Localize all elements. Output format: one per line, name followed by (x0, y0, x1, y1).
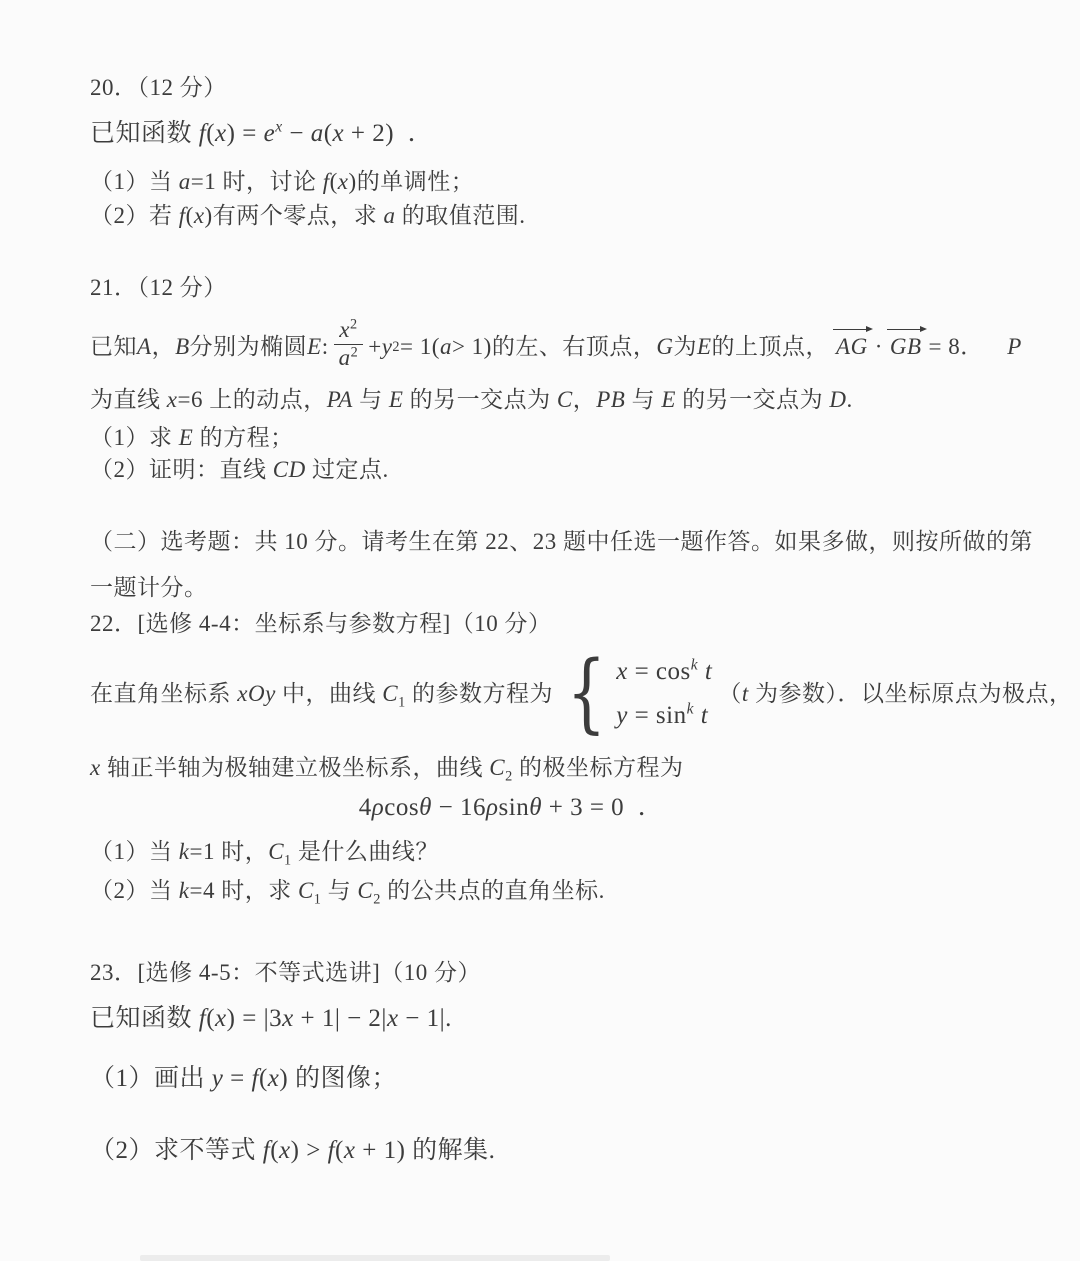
question-22 (90, 608, 1073, 908)
question-21 (90, 272, 1022, 486)
q20-part-2: （2）若 f(x)有两个零点，求 a 的取值范围. (90, 203, 526, 228)
scan-edge-artifact (140, 1255, 610, 1261)
q22-pre-text: 在直角坐标系 xOy 中，曲线 $C_1$ 的参数方程为 (90, 681, 553, 711)
q21-statement-line-2: 为直线 x=6 上的动点，PA 与 E 的另一交点为 C，PB 与 E 的另一交点为 D. (90, 387, 853, 412)
notice-line-1: （二）选考题：共 10 分。请考生在第 22、23 题中任选一题作答。如果多做，则按所做的第 (90, 529, 1033, 554)
q23-part-1: （1）画出 y = f(x) 的图像； (90, 1065, 397, 1092)
q21-part-1: （1）求 E 的方程； (90, 425, 294, 450)
question-22-header: 22．[选修 4-4：坐标系与参数方程]（10 分） (90, 611, 552, 636)
section-two-notice (90, 526, 1033, 604)
question-23-header: 23．[选修 4-5：不等式选讲]（10 分） (90, 960, 481, 985)
question-20 (90, 72, 992, 232)
q22-post-text: （t 为参数）．以坐标原点为极点， (718, 681, 1073, 706)
left-brace-glyph: { (566, 643, 607, 744)
parametric-row-y: $y = \sin^k t$ (616, 700, 709, 729)
notice-line-2: 一题计分。 (90, 575, 208, 600)
question-21-header: 21．（12 分） (90, 275, 227, 300)
exam-content (0, 72, 1080, 1167)
q23-part-2: （2）求不等式 f(x) > f(x + 1) 的解集. (90, 1137, 496, 1164)
q23-given-function: 已知函数 f(x) = |3x + 1| − 2|x − 1|. (90, 1005, 452, 1032)
q22-parametric-line (90, 643, 1073, 744)
q22-part-1: （1）当 k=1 时，$C_1$ 是什么曲线？ (90, 839, 439, 869)
question-20-header: 20．（12 分） (90, 75, 227, 100)
q22-polar-setup-line: x 轴正半轴为极轴建立极坐标系，曲线 $C_2$ 的极坐标方程为 (90, 755, 684, 785)
parametric-equation-system (559, 643, 713, 744)
q22-part-2: （2）当 k=4 时，求 $C_1$ 与 $C_2$ 的公共点的直角坐标. (90, 878, 605, 908)
q21-part-2: （2）证明：直线 CD 过定点. (90, 457, 389, 482)
q22-polar-equation: 4ρcosθ − 16ρsinθ + 3 = 0 ． (358, 794, 664, 821)
question-23 (90, 957, 992, 1167)
q20-given-function: 已知函数 $f(x) = e^x - a(x + 2)$ ． (90, 118, 434, 147)
parametric-rows (616, 658, 712, 729)
q21-ellipse-statement: 已知 A ， B 分别为椭圆 E : $\frac{x^2}{a^2}$ + y 2 = 1 ( a > 1 ) 的左、右顶点， G 为 E 的上顶点， AG · GB = 8 ． P (90, 316, 1022, 370)
parametric-row-x: $x = \cos^k t$ (616, 657, 713, 686)
q20-part-1: （1）当 a=1 时，讨论 f(x)的单调性； (90, 169, 475, 194)
exam-page (0, 72, 1080, 1261)
